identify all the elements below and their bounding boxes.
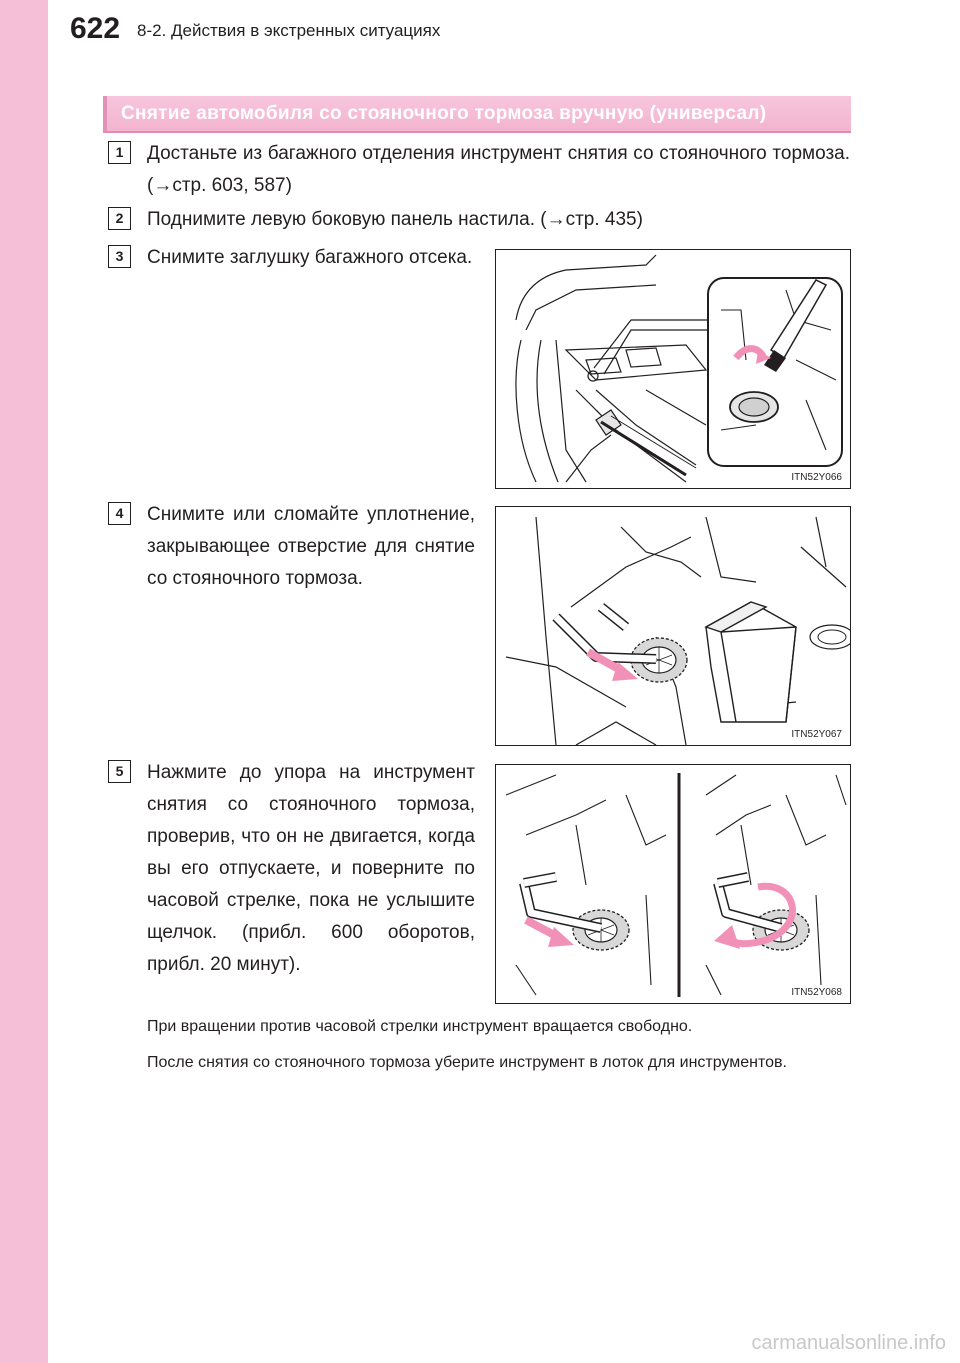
section-header [103, 96, 851, 133]
figure-code: ITN52Y067 [791, 729, 842, 740]
step-text-3: Снимите заглушку багажного отсека. [147, 247, 473, 268]
trunk-plug-illustration [496, 250, 850, 488]
section-title: Снятие автомобиля со стояночного тормоза вручную (универсал) [121, 103, 767, 124]
figure-code: ITN52Y066 [791, 472, 842, 483]
step-number-4: 4 [108, 502, 131, 525]
figure-tool-rotation [495, 764, 851, 1004]
step-text-5: Нажмите до упора на инструмент снятия со стояночного тормоза, проверив, что он не двигается, когда вы его отпускаете, и поверните по часовой стрелке, пока не услышите щелчок. (прибл. 600 оборотов, прибл. 20 минут). [147, 762, 475, 975]
figure-trunk-plug [495, 249, 851, 489]
figure-code: ITN52Y068 [791, 987, 842, 998]
chapter-title: 8-2. Действия в экстренных ситуациях [137, 21, 441, 40]
step-text-1: Достаньте из багажного отделения инструмент снятия со стояночного тормоза. (→стр. 603, 587) [147, 143, 850, 196]
watermark: carmanualsonline.info [751, 1332, 946, 1354]
step-number-2: 2 [108, 207, 131, 230]
note-counterclockwise: При вращении против часовой стрелки инструмент вращается свободно. [147, 1018, 693, 1035]
step-number-1: 1 [108, 141, 131, 164]
step-text-2: Поднимите левую боковую панель настила. (→стр. 435) [147, 209, 643, 230]
tool-rotation-illustration [496, 765, 850, 1003]
left-color-bar [0, 0, 48, 1363]
figure-seal-removal [495, 506, 851, 746]
page-number: 622 [70, 12, 121, 45]
note-store-tool: После снятия со стояночного тормоза уберите инструмент в лоток для инструментов. [147, 1054, 787, 1071]
step-text-4: Снимите или сломайте уплотнение, закрывающее отверстие для снятие со стояночного тормоза. [147, 504, 475, 589]
step-number-5: 5 [108, 760, 131, 783]
seal-removal-illustration [496, 507, 850, 745]
step-number-3: 3 [108, 245, 131, 268]
